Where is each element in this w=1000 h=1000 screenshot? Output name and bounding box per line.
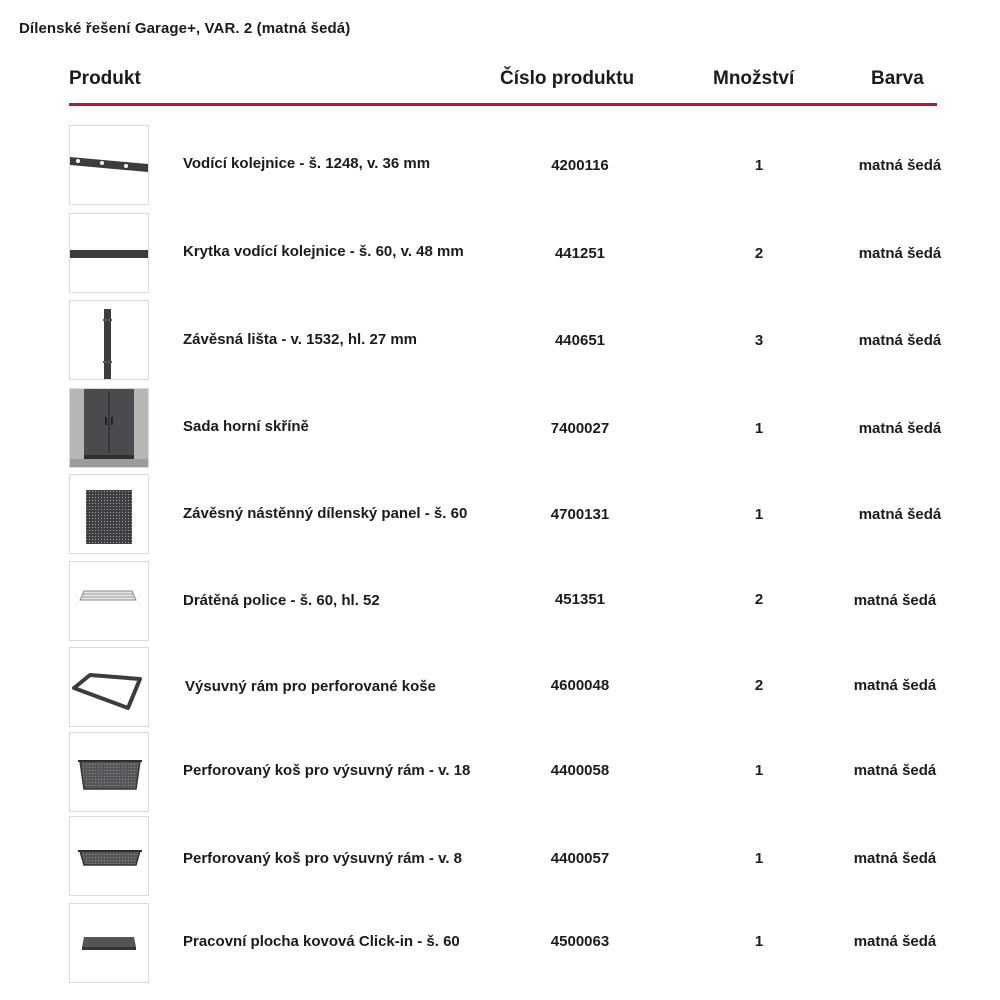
product-color: matná šedá bbox=[853, 850, 937, 867]
product-name: Vodící kolejnice - š. 1248, v. 36 mm bbox=[183, 155, 431, 172]
product-color: matná šedá bbox=[853, 677, 937, 694]
product-color: matná šedá bbox=[853, 592, 937, 609]
product-number: 4600048 bbox=[550, 677, 610, 694]
worktop-icon bbox=[69, 903, 149, 983]
hanging-bar-icon bbox=[69, 300, 149, 380]
pullout-frame-icon bbox=[69, 647, 149, 727]
table-row bbox=[0, 474, 1000, 556]
wall-cabinet-icon bbox=[69, 388, 149, 468]
product-name: Pracovní plocha kovová Click-in - š. 60 bbox=[183, 933, 460, 950]
product-quantity: 2 bbox=[754, 245, 764, 262]
table-row bbox=[0, 647, 1000, 729]
product-quantity: 2 bbox=[754, 677, 764, 694]
product-quantity: 1 bbox=[754, 933, 764, 950]
product-number: 4700131 bbox=[550, 506, 610, 523]
product-quantity: 1 bbox=[754, 850, 764, 867]
page-title: Dílenské řešení Garage+, VAR. 2 (matná šedá) bbox=[19, 20, 351, 37]
product-name: Výsuvný rám pro perforované koše bbox=[185, 678, 436, 695]
product-color: matná šedá bbox=[853, 762, 937, 779]
product-number: 440651 bbox=[554, 332, 606, 349]
product-quantity: 3 bbox=[754, 332, 764, 349]
product-name: Perforovaný koš pro výsuvný rám - v. 18 bbox=[183, 762, 471, 779]
table-row bbox=[0, 388, 1000, 470]
product-name: Závěsná lišta - v. 1532, hl. 27 mm bbox=[183, 331, 418, 348]
column-header-product: Produkt bbox=[69, 68, 141, 89]
column-header-number: Číslo produktu bbox=[500, 68, 635, 89]
product-number: 451351 bbox=[554, 591, 606, 608]
table-row bbox=[0, 816, 1000, 898]
product-color: matná šedá bbox=[858, 420, 942, 437]
product-number: 4500063 bbox=[550, 933, 610, 950]
product-name: Sada horní skříně bbox=[183, 418, 309, 435]
header-divider bbox=[69, 103, 937, 106]
product-color: matná šedá bbox=[858, 332, 942, 349]
product-quantity: 2 bbox=[754, 591, 764, 608]
product-name: Krytka vodící kolejnice - š. 60, v. 48 mm bbox=[183, 243, 464, 260]
column-header-color: Barva bbox=[871, 68, 924, 89]
product-number: 4200116 bbox=[551, 157, 609, 174]
product-name: Drátěná police - š. 60, hl. 52 bbox=[183, 592, 380, 609]
table-row bbox=[0, 300, 1000, 382]
table-row bbox=[0, 125, 1000, 207]
product-quantity: 1 bbox=[754, 420, 764, 437]
wire-shelf-icon bbox=[69, 561, 149, 641]
product-number: 7400027 bbox=[550, 420, 610, 437]
guide-rail-icon bbox=[69, 125, 149, 205]
product-color: matná šedá bbox=[858, 157, 942, 174]
product-color: matná šedá bbox=[853, 933, 937, 950]
product-number: 4400057 bbox=[550, 850, 610, 867]
table-row bbox=[0, 561, 1000, 643]
product-name: Závěsný nástěnný dílenský panel - š. 60 bbox=[183, 505, 468, 522]
pegboard-panel-icon bbox=[69, 474, 149, 554]
column-header-quantity: Množství bbox=[713, 68, 795, 89]
perforated-basket-low-icon bbox=[69, 816, 149, 896]
perforated-basket-tall-icon bbox=[69, 732, 149, 812]
product-quantity: 1 bbox=[754, 157, 764, 174]
product-number: 4400058 bbox=[550, 762, 610, 779]
table-row bbox=[0, 903, 1000, 985]
product-number: 441251 bbox=[554, 245, 606, 262]
table-row bbox=[0, 213, 1000, 295]
product-name: Perforovaný koš pro výsuvný rám - v. 8 bbox=[183, 850, 463, 867]
product-quantity: 1 bbox=[754, 506, 764, 523]
rail-cover-icon bbox=[69, 213, 149, 293]
product-quantity: 1 bbox=[754, 762, 764, 779]
product-color: matná šedá bbox=[858, 245, 942, 262]
product-color: matná šedá bbox=[858, 506, 942, 523]
table-row bbox=[0, 732, 1000, 814]
